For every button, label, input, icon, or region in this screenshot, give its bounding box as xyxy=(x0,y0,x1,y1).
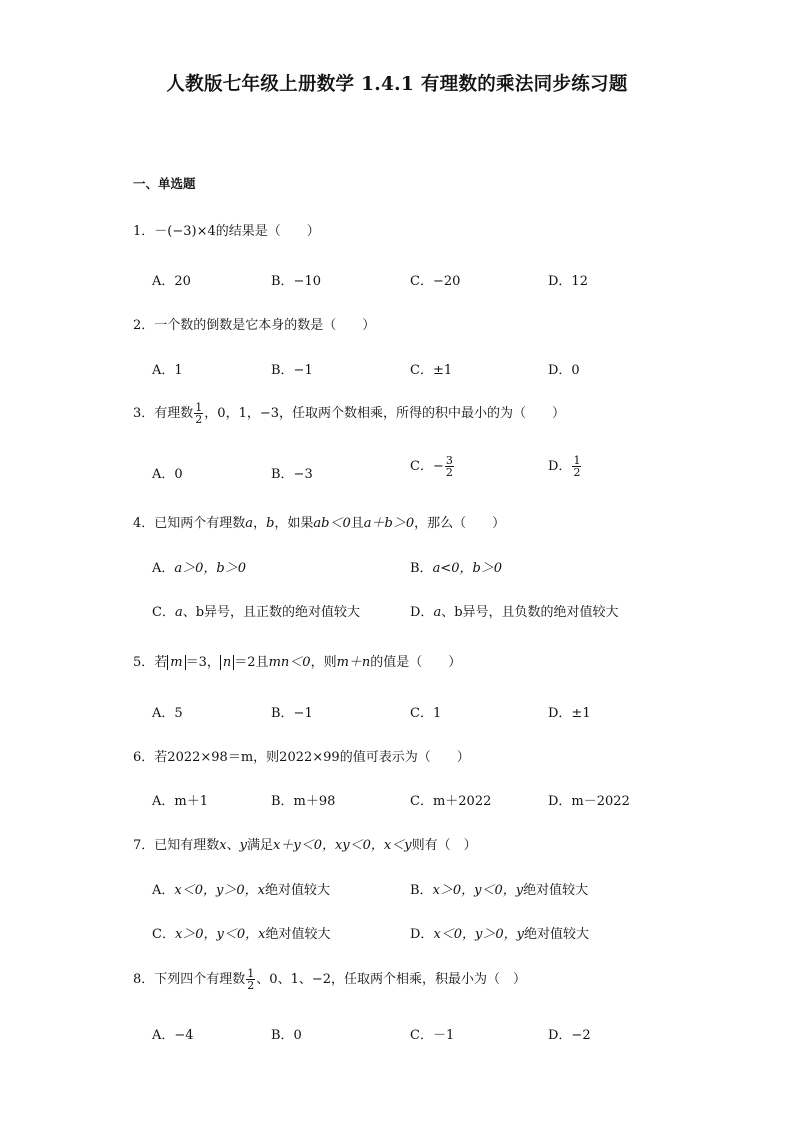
question-text: ，如果 xyxy=(274,516,314,531)
option-label: C． xyxy=(152,605,175,620)
option-text: 绝对值较大 xyxy=(524,927,590,942)
q3-option-c[interactable] xyxy=(410,455,455,478)
q5-option-a[interactable]: A．5 xyxy=(152,706,183,721)
question-text: ，则 xyxy=(310,655,337,670)
abs-value-m: m xyxy=(167,655,185,670)
separator: ， xyxy=(253,516,267,531)
option-text: 、b异号，且负数的绝对值较大 xyxy=(441,605,619,620)
option-text: 绝对值较大 xyxy=(264,883,330,898)
q1-option-d[interactable]: D．12 xyxy=(548,274,588,289)
math-expr: x＋y＜0，xy＜0，x＜y xyxy=(273,838,412,853)
minus-sign: − xyxy=(432,459,444,474)
q4-option-a[interactable] xyxy=(152,557,246,576)
option-label: C． xyxy=(152,927,175,942)
question-text: 且 xyxy=(350,516,364,531)
math-expr: mn＜0 xyxy=(268,655,311,670)
var-b: b xyxy=(266,516,275,531)
math-expr: －(−3)×4 xyxy=(154,224,216,239)
var-y: y xyxy=(239,838,248,853)
question-number: 3． xyxy=(133,406,155,421)
question-4 xyxy=(133,512,505,531)
option-text: 、b异号，且正数的绝对值较大 xyxy=(182,605,361,620)
math-expr: x＜0，y＞0，y xyxy=(433,927,524,942)
option-label: C． xyxy=(410,459,433,474)
q7-option-c[interactable] xyxy=(152,923,331,942)
q5-option-c[interactable]: C．1 xyxy=(410,706,442,721)
q8-option-a[interactable]: A．−4 xyxy=(152,1028,194,1043)
var-a: a xyxy=(433,605,442,620)
question-8 xyxy=(133,968,526,991)
math-expr: 2022×98＝m xyxy=(167,750,254,765)
question-6 xyxy=(133,746,470,765)
question-text: 则有（ ） xyxy=(411,838,477,853)
q6-option-b[interactable]: B．m＋98 xyxy=(271,794,336,809)
math-expr: x＞0，y＜0，y xyxy=(432,883,524,898)
q4-option-c[interactable] xyxy=(152,601,360,620)
q5-option-d[interactable]: D．±1 xyxy=(548,706,591,721)
option-text: 绝对值较大 xyxy=(523,883,589,898)
q3-option-d[interactable] xyxy=(548,455,582,478)
math-expr: ab＜0 xyxy=(313,516,351,531)
q2-option-d[interactable]: D．0 xyxy=(548,363,580,378)
question-text: 、0、1、−2，任取两个相乘，积最小为（ ） xyxy=(256,972,527,987)
q4-option-b[interactable] xyxy=(410,557,502,576)
question-number: 2． xyxy=(133,318,155,333)
q5-option-b[interactable]: B．−1 xyxy=(271,706,313,721)
math-expr: a＞0，b＞0 xyxy=(174,561,247,576)
question-text: 且 xyxy=(255,655,269,670)
question-1 xyxy=(133,220,320,239)
option-text: 绝对值较大 xyxy=(265,927,331,942)
question-text: 的值是（ ） xyxy=(370,655,462,670)
option-label: D． xyxy=(548,459,572,474)
q6-option-a[interactable]: A．m＋1 xyxy=(152,794,208,809)
abs-value-n: n xyxy=(220,655,234,670)
question-text: ，那么（ ） xyxy=(414,516,506,531)
q8-option-d[interactable]: D．−2 xyxy=(548,1028,591,1043)
question-number: 1． xyxy=(133,224,155,239)
option-label: D． xyxy=(410,927,434,942)
math-expr: m＋n xyxy=(336,655,371,670)
fraction-one-half: $\frac{1}{2}$ xyxy=(195,401,203,426)
option-label: B． xyxy=(410,561,433,576)
question-text: 若 xyxy=(154,655,168,670)
question-text: 的值可表示为（ ） xyxy=(339,750,470,765)
q8-option-c[interactable]: C．－1 xyxy=(410,1028,455,1043)
question-number: 8． xyxy=(133,972,155,987)
fraction-one-half: $\frac{1}{2}$ xyxy=(247,967,255,992)
question-text: 下列四个有理数 xyxy=(154,972,246,987)
question-number: 5． xyxy=(133,655,155,670)
q2-option-c[interactable]: C．±1 xyxy=(410,363,453,378)
q7-option-a[interactable] xyxy=(152,879,330,898)
q1-option-b[interactable]: B．−10 xyxy=(271,274,321,289)
var-a: a xyxy=(174,605,183,620)
question-text: ，则 xyxy=(253,750,280,765)
q2-option-a[interactable]: A．1 xyxy=(152,363,183,378)
section-heading: 一、单选题 xyxy=(133,176,196,191)
question-text: ，0，1，−3，任取两个数相乘，所得的积中最小的为（ ） xyxy=(204,406,566,421)
math-expr: ＝2 xyxy=(234,655,256,670)
question-number: 7． xyxy=(133,838,155,853)
q8-option-b[interactable]: B．0 xyxy=(271,1028,302,1043)
option-label: D． xyxy=(410,605,434,620)
q7-option-b[interactable] xyxy=(410,879,588,898)
question-number: 6． xyxy=(133,750,155,765)
question-text: 有理数 xyxy=(154,406,194,421)
q2-option-b[interactable]: B．−1 xyxy=(271,363,313,378)
fraction-three-halves: $\frac{3}{2}$ xyxy=(445,454,453,479)
question-7 xyxy=(133,834,477,853)
q1-option-a[interactable]: A．20 xyxy=(152,274,191,289)
question-text: 满足 xyxy=(247,838,274,853)
q3-option-b[interactable]: B．−3 xyxy=(271,467,313,482)
var-a: a xyxy=(245,516,254,531)
question-text: 的结果是（ ） xyxy=(215,224,320,239)
fraction-one-half: $\frac{1}{2}$ xyxy=(573,454,581,479)
question-5 xyxy=(133,651,461,670)
option-label: B． xyxy=(410,883,433,898)
math-expr: a<0，b＞0 xyxy=(432,561,503,576)
math-expr: x＜0，y＞0，x xyxy=(174,883,265,898)
q3-option-a[interactable]: A．0 xyxy=(152,467,183,482)
q6-option-d[interactable]: D．m－2022 xyxy=(548,794,630,809)
math-expr: 2022×99 xyxy=(279,750,340,765)
math-expr: a＋b＞0 xyxy=(363,516,415,531)
question-text: 已知两个有理数 xyxy=(154,516,246,531)
q6-option-c[interactable]: C．m＋2022 xyxy=(410,794,492,809)
question-text: 若 xyxy=(154,750,168,765)
q4-option-d[interactable] xyxy=(410,601,619,620)
math-expr: x＞0，y＜0，x xyxy=(174,927,266,942)
q7-option-d[interactable] xyxy=(410,923,589,942)
separator: 、 xyxy=(226,838,240,853)
question-3 xyxy=(133,402,565,425)
question-text: 一个数的倒数是它本身的数是（ ） xyxy=(154,318,376,333)
question-number: 4． xyxy=(133,516,155,531)
option-label: A． xyxy=(152,561,175,576)
page-title: 人教版七年级上册数学 1.4.1 有理数的乘法同步练习题 xyxy=(166,74,628,95)
option-label: A． xyxy=(152,883,175,898)
question-2 xyxy=(133,314,375,333)
question-text: 已知有理数 xyxy=(154,838,220,853)
math-expr: ＝3， xyxy=(185,655,220,670)
var-x: x xyxy=(219,838,227,853)
q1-option-c[interactable]: C．−20 xyxy=(410,274,461,289)
